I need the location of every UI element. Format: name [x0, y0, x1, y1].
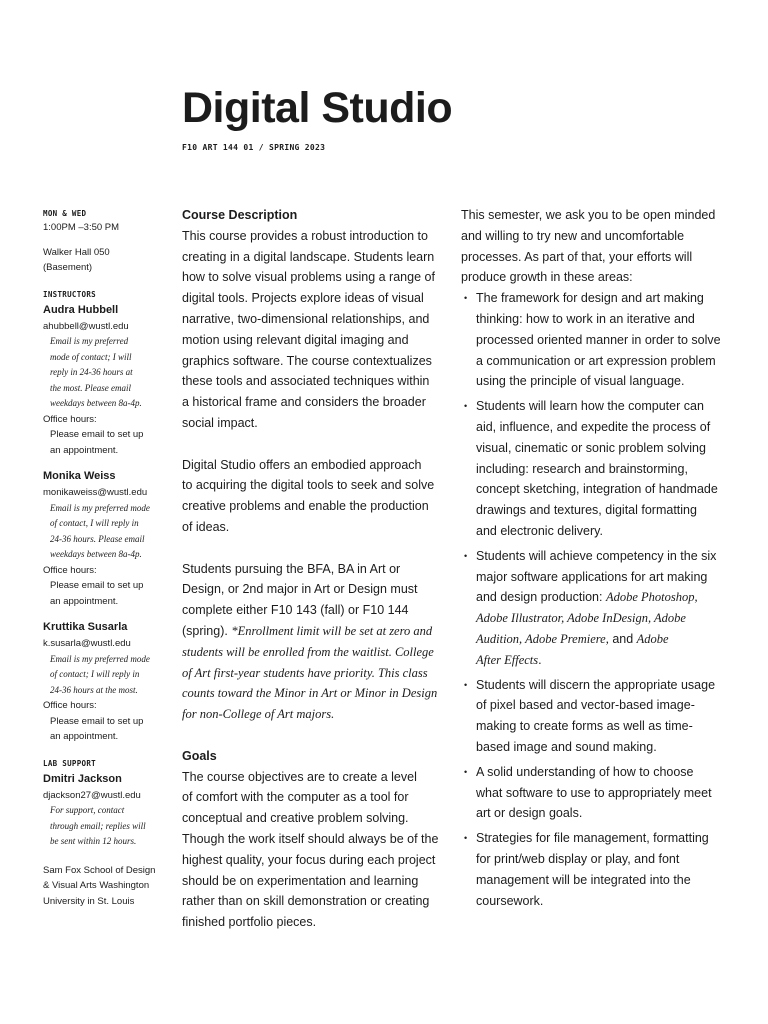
contact-note-line: mode of contact; I will	[50, 351, 132, 362]
contact-note-line: of contact, I will reply in	[50, 518, 139, 528]
text-line: based image and sound making.	[476, 739, 657, 754]
embodied-approach-paragraph	[182, 455, 450, 538]
text-line: these tools and associated techniques within	[182, 374, 430, 389]
office-hours-line: Please email to set up	[50, 580, 144, 591]
instructor-email[interactable]: monikaweiss@wustl.edu	[43, 487, 148, 498]
support-note-line: through email; replies will	[50, 820, 146, 831]
text-line: • Students will learn how the computer can	[476, 399, 704, 414]
software-name: After Effects	[476, 652, 539, 667]
text-line: a historical frame and considers the broader	[182, 395, 426, 410]
text-line: Digital Studio offers an embodied approach	[182, 457, 422, 472]
text-line: a communication or art expression problem	[476, 353, 716, 368]
text-line: drawings and textures, digital formatting	[476, 503, 697, 518]
list-item	[461, 396, 729, 542]
course-code: F10 ART 144 01 / SPRING 2023	[182, 143, 326, 152]
course-description-paragraph	[182, 226, 450, 434]
location-line: (Basement)	[43, 262, 93, 273]
school-name-line: Sam Fox School of Design	[43, 864, 156, 876]
text-line	[182, 621, 450, 642]
text-line: • Students will achieve competency in the six	[476, 548, 717, 563]
instructor-name: Kruttika Susarla	[43, 621, 128, 633]
enrollment-note: of Art first-year students have priority. This class	[182, 665, 428, 680]
text-line: • The framework for design and art making	[476, 291, 704, 306]
text-line: highest quality, your focus during each project	[182, 852, 436, 867]
instructor-card	[43, 467, 173, 609]
sidebar	[43, 208, 173, 909]
list-item	[461, 828, 729, 911]
meeting-days: MON & WED	[43, 209, 87, 218]
list-item	[461, 288, 729, 392]
office-hours-label: Office hours:	[43, 413, 97, 425]
list-item	[461, 546, 729, 671]
meeting-time: 1:00PM –3:50 PM	[43, 222, 120, 233]
text-line: including: research and brainstorming,	[476, 461, 688, 476]
growth-areas-list	[461, 288, 729, 911]
text-line: narrative, two-dimensional relationships, and	[182, 311, 430, 326]
instructors-heading: INSTRUCTORS	[43, 289, 96, 299]
text-line: creative problems and enable the production	[182, 499, 429, 514]
text-line: and electronic delivery.	[476, 523, 603, 538]
enrollment-note: *Enrollment limit will be set at zero and	[231, 623, 433, 638]
contact-note-line: 24-36 hours at the most.	[50, 684, 138, 695]
text-line: of pixel based and vector-based image-	[476, 698, 695, 713]
text-line	[476, 629, 729, 650]
text-line: coursework.	[476, 893, 544, 908]
contact-note-line: Email is my preferred mode	[50, 653, 150, 664]
school-name-line: University in St. Louis	[43, 895, 135, 907]
text-line: graphics software. The course contextualizes	[182, 353, 432, 368]
text-line: management will be integrated into the	[476, 872, 691, 887]
office-hours-line: an appointment.	[50, 731, 119, 742]
software-name: Adobe	[636, 631, 669, 646]
office-hours-line: an appointment.	[50, 444, 119, 456]
text-line: conceptual and creative problem solving.	[182, 811, 409, 826]
text-line: art or design goals.	[476, 806, 583, 821]
text-line: visual, cinematic or sonic problem solving	[476, 440, 706, 455]
text-segment: and	[608, 631, 637, 646]
text-line: complete either F10 143 (fall) or F10 144	[182, 603, 409, 618]
text-line: digital tools. Projects explore ideas of visual	[182, 291, 424, 306]
text-line: what software to use to appropriately meet	[476, 785, 712, 800]
text-segment: .	[538, 652, 542, 667]
text-line: motion using relevant digital imaging and	[182, 332, 409, 347]
instructor-card	[43, 618, 173, 745]
page-title: Digital Studio	[182, 84, 453, 132]
support-note-line: be sent within 12 hours.	[50, 836, 137, 846]
text-line: Design, or 2nd major in Art or Design must	[182, 582, 418, 597]
support-note-line: For support, contact	[50, 805, 125, 815]
instructor-name: Monika Weiss	[43, 470, 116, 482]
contact-note-line: Email is my preferred	[50, 336, 129, 346]
instructor-email[interactable]: k.susarla@wustl.edu	[43, 638, 131, 649]
contact-note-line: weekdays between 8a-4p.	[50, 398, 142, 408]
lab-support-card	[43, 770, 173, 850]
instructor-card	[43, 301, 173, 459]
text-line: for print/web display or play, and font	[476, 851, 680, 866]
lab-support-heading: LAB SUPPORT	[43, 758, 96, 768]
text-line	[476, 587, 729, 608]
text-line: using the principle of visual language.	[476, 374, 685, 389]
text-line	[476, 650, 729, 671]
text-line: how to solve visual problems using a range of	[182, 270, 435, 285]
software-name: Adobe Illustrator, Adobe InDesign, Adobe	[476, 611, 686, 626]
main-column-left	[182, 205, 450, 933]
text-line: produce growth in these areas:	[461, 270, 633, 285]
software-name: Audition, Adobe Premiere,	[476, 631, 609, 646]
office-hours-line: an appointment.	[50, 595, 119, 607]
goals-paragraph	[182, 767, 450, 933]
office-hours-line: Please email to set up	[50, 715, 144, 727]
contact-note-line: reply in 24-36 hours at	[50, 367, 133, 377]
contact-note-line: Email is my preferred mode	[50, 502, 150, 513]
text-line: social impact.	[182, 415, 258, 430]
course-description-heading: Course Description	[182, 208, 298, 222]
software-name: Adobe Photoshop,	[605, 590, 698, 605]
text-line: making to create forms as well as time-	[476, 719, 693, 734]
text-line: major software applications for art making	[476, 569, 708, 584]
text-line: thinking: how to work in an iterative and	[476, 311, 695, 326]
text-line: processed oriented manner in order to solve	[476, 332, 721, 347]
office-hours-line: Please email to set up	[50, 429, 144, 440]
text-line: • A solid understanding of how to choose	[476, 764, 694, 779]
text-line: of comfort with the computer as a tool for	[182, 790, 409, 805]
text-line: and willing to try new and uncomfortable	[461, 228, 685, 243]
main-column-right	[461, 205, 729, 915]
enrollment-note: for non-College of Art majors.	[182, 707, 335, 722]
contact-note-line: the most. Please email	[50, 382, 131, 393]
enrollment-note: counts toward the Minor in Art or Minor in Design	[182, 686, 438, 701]
contact-note-line: of contact; I will reply in	[50, 669, 140, 679]
text-line: creating in a digital landscape. Students learn	[182, 249, 435, 264]
school-name-line: & Visual Arts Washington	[43, 880, 150, 891]
text-line: of ideas.	[182, 519, 230, 534]
text-line: This semester, we ask you to be open minded	[461, 208, 716, 222]
text-line: rather than on skill demonstration or creating	[182, 894, 430, 909]
text-line: should be on experimentation and learning	[182, 873, 419, 888]
office-hours-label: Office hours:	[43, 700, 97, 711]
instructor-email[interactable]: ahubbell@wustl.edu	[43, 320, 129, 332]
list-item	[461, 675, 729, 758]
list-item	[461, 762, 729, 824]
text-line: The course objectives are to create a level	[182, 769, 417, 784]
goals-heading: Goals	[182, 748, 217, 763]
lab-support-name: Dmitri Jackson	[43, 772, 122, 785]
text-line: to acquiring the digital tools to seek and solve	[182, 478, 435, 493]
text-line: aid, influence, and expedite the process of	[476, 419, 711, 434]
location-line: Walker Hall 050	[43, 246, 110, 258]
text-line: • Students will discern the appropriate usage	[476, 677, 716, 692]
text-line: Though the work itself should always be of the	[182, 831, 439, 846]
contact-note-line: weekdays between 8a-4p.	[50, 549, 142, 559]
instructor-name: Audra Hubbell	[43, 303, 119, 316]
intro-paragraph	[461, 205, 729, 288]
contact-note-line: 24-36 hours. Please email	[50, 533, 145, 544]
text-segment: (spring).	[182, 623, 232, 638]
text-line: • Strategies for file management, formatting	[476, 831, 709, 846]
text-line: This course provides a robust introduction to	[182, 228, 428, 243]
lab-support-email[interactable]: djackson27@wustl.edu	[43, 789, 141, 801]
enrollment-paragraph	[182, 559, 450, 725]
enrollment-note: students will be enrolled from the waitlist. College	[182, 644, 434, 659]
text-line: finished portfolio pieces.	[182, 915, 317, 930]
text-segment: and design production:	[476, 590, 606, 605]
text-line: processes. As part of that, your efforts will	[461, 249, 693, 264]
text-line: concept sketching, integration of handmade	[476, 482, 718, 497]
office-hours-label: Office hours:	[43, 564, 97, 576]
text-line: Students pursuing the BFA, BA in Art or	[182, 561, 401, 576]
